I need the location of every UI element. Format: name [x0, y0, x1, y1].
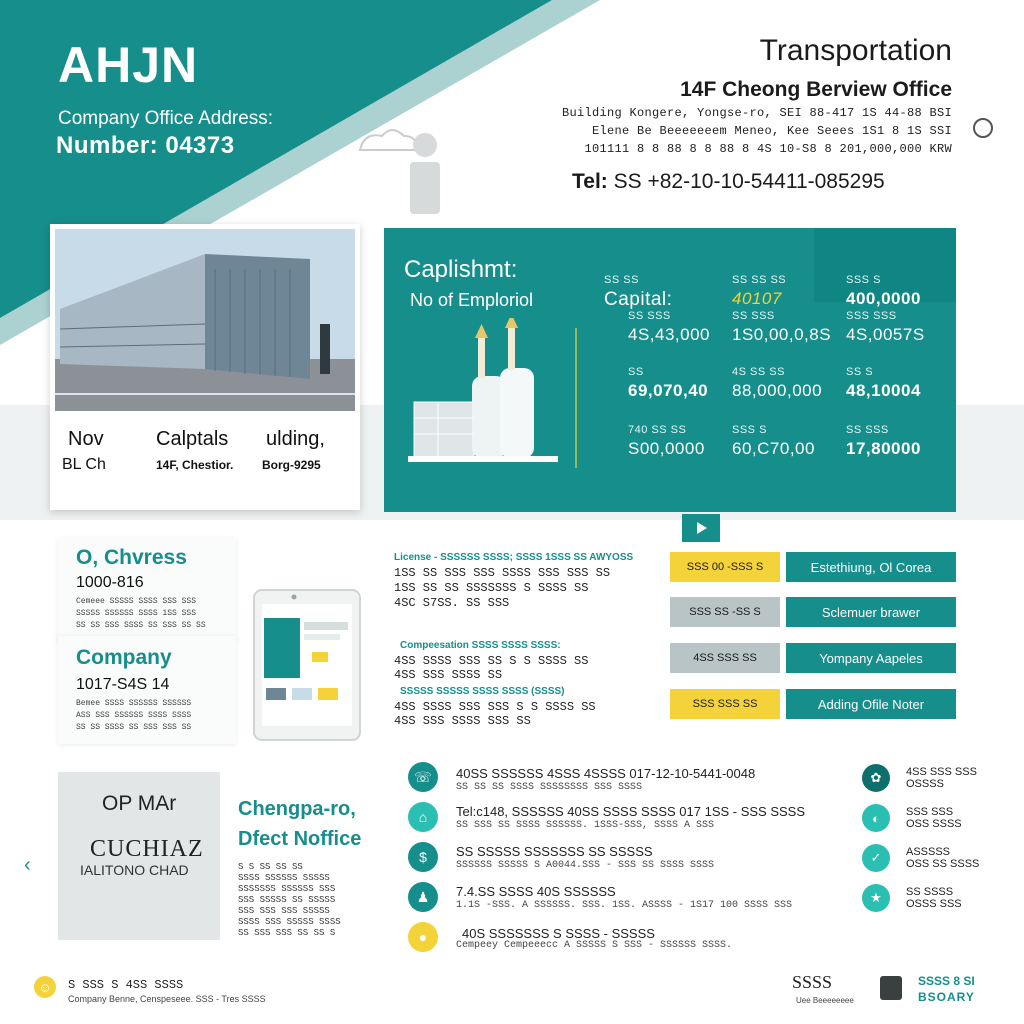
stat-value: 40107 — [732, 289, 782, 308]
factory-illustration — [408, 318, 598, 478]
stat-cell — [846, 366, 921, 401]
tag-label: Sclemuer brawer — [786, 597, 956, 627]
contact-subtext: 1.1S -SSS. A SSSSSS. SSS. 1SS. ASSSS - 1S17 100 SSSS SSS — [456, 900, 793, 911]
dollar-icon: $ — [408, 842, 438, 872]
caption-mid: Calptals — [156, 428, 229, 450]
tag-label: Adding Ofile Noter — [786, 689, 956, 719]
stat-cell — [846, 274, 921, 309]
stat-label: SS SSS — [628, 310, 671, 322]
tag-row[interactable] — [670, 643, 956, 673]
footer-brand-sub: BSOARY — [918, 990, 975, 1004]
stat-cell — [732, 310, 831, 345]
contact-subtext: SS SS SS SSSS SSSSSSSS SSS SSSS — [456, 782, 643, 793]
card-number: 1017-S4S 14 — [76, 676, 170, 693]
stat-value: 69,070,40 — [628, 381, 709, 400]
stat-label: SS — [628, 366, 644, 378]
stat-cell — [732, 366, 822, 401]
cube-icon — [880, 976, 902, 1000]
tag-code: SSS 00 -SSS S — [670, 552, 780, 582]
social-sublabel: OSS SSSS — [906, 818, 962, 830]
caption-right-sub: Borg-9295 — [262, 458, 321, 472]
flower-icon: ✿ — [862, 764, 890, 792]
stat-value: 60,C70,00 — [732, 439, 815, 458]
address-label: Company Office Address: — [58, 108, 274, 129]
card-heading: O, Chvress — [76, 546, 187, 569]
prev-arrow-icon[interactable]: ‹ — [24, 854, 31, 876]
card-text: SSSSS SSSSSS SSSS 1SS SSS — [76, 609, 197, 618]
office-line: SSSS SSSSSS SSSSS — [238, 873, 330, 883]
office-details — [238, 862, 388, 939]
smile-icon: ☺ — [34, 976, 56, 998]
card-text: SS SS SSSS SS SSS SSS SS — [76, 723, 192, 732]
info-icon: ● — [408, 922, 438, 952]
building-photo-card — [50, 224, 360, 510]
tel-value: SS +82-10-10-54411-085295 — [613, 170, 885, 193]
section-line: 4SS SSSS SSS SSS S S SSSS SS — [394, 700, 596, 714]
footer-subtext: Company Benne, Censpeseee. SSS - Tres SSSS — [68, 994, 266, 1004]
office-heading-2: Dfect Noffice — [238, 828, 362, 850]
brand-name: AHJN — [58, 37, 199, 93]
stat-value: S00,0000 — [628, 439, 705, 458]
globe-icon: ◐ — [862, 804, 890, 832]
address-line: Elene Be Beeeeeeem Meneo, Kee Seees 1S1 8 1S SSI — [591, 124, 952, 138]
social-sublabel: OSSS SSS — [906, 898, 962, 910]
info-card — [58, 636, 236, 744]
office-heading: Chengpa-ro, — [238, 798, 356, 820]
card-heading: Company — [76, 646, 172, 669]
social-label: SS SSSS — [906, 886, 954, 898]
info-card — [58, 538, 236, 642]
logo-card — [58, 772, 220, 940]
tag-code: SSS SS -SS S — [670, 597, 780, 627]
section-line: 1SS SS SSS SSS SSSS SSS SSS SS — [394, 566, 611, 580]
contact-subtext: SS SSS SS SSSS SSSSSS. 1SSS-SSS, SSSS A SSS — [456, 820, 715, 831]
header-title: Transportation — [759, 34, 952, 67]
stat-label: 4S SS SS — [732, 366, 785, 378]
caption-mid-sub: 14F, Chestior. — [156, 458, 234, 472]
card-text: SS SS SSS SSSS SS SSS SS SS — [76, 621, 206, 630]
stat-cell — [732, 274, 786, 309]
stat-label: SS SSS — [846, 424, 889, 436]
tag-code: 4SS SSS SS — [670, 643, 780, 673]
stat-label: SSS SSS — [846, 310, 897, 322]
tablet-illustration — [252, 588, 364, 748]
stat-cell — [628, 366, 708, 401]
address-number: Number: 04373 — [56, 132, 235, 159]
section-heading: SSSSS SSSSS SSSS SSSS (SSSS) — [400, 686, 565, 697]
phone-icon: ☏ — [408, 762, 438, 792]
office-line: S S SS SS SS — [238, 862, 303, 872]
tag-row[interactable] — [670, 597, 956, 627]
shield-icon: ✓ — [862, 844, 890, 872]
card-text: Bemee SSSS SSSSSS SSSSSS — [76, 699, 192, 708]
caption-left: Nov — [68, 428, 104, 450]
contact-subtext: SSSSSS SSSSS S A0044.SSS - SSS SS SSSS SSSS — [456, 860, 715, 871]
section-line: 4SC S7SS. SS SSS — [394, 596, 510, 610]
stat-label: SSS S — [846, 274, 881, 286]
contact-header — [522, 34, 952, 194]
tel-label: Tel: — [572, 170, 608, 193]
stat-value: 4S,43,000 — [628, 325, 711, 344]
tag-label: Estethiung, Ol Corea — [786, 552, 956, 582]
office-line: SSS SSS SSS SSSSS — [238, 906, 330, 916]
contact-text: SS SSSSS SSSSSSS SS SSSSS — [456, 844, 653, 859]
footer-text: S SSS S 4SS SSSS — [68, 978, 184, 992]
stat-label: SSS S — [732, 424, 767, 436]
stat-value: 1S0,00,0,8S — [732, 325, 832, 344]
stats-title: Caplishmt: — [404, 256, 518, 283]
social-label: SSS SSS — [906, 806, 954, 818]
stat-label: SS S — [846, 366, 874, 378]
social-label: ASSSSS — [906, 846, 951, 858]
stats-subtitle: No of Emploriol — [410, 290, 534, 310]
social-sublabel: OSSSS — [906, 778, 944, 790]
tag-row[interactable] — [670, 552, 956, 582]
contact-text: 40SS SSSSSS 4SSS 4SSSS 017-12-10-5441-0048 — [456, 766, 756, 781]
section-heading: License - SSSSSS SSSS; SSSS 1SSS SS AWYOSS — [394, 552, 634, 563]
address-line: 101111 8 8 88 8 8 88 8 4S 10-S8 8 201,000,000 KRW — [584, 142, 952, 156]
office-line: SSSSSSS SSSSSS SSS — [238, 884, 336, 894]
play-button[interactable] — [682, 514, 720, 542]
office-name: 14F Cheong Berview Office — [680, 78, 952, 101]
contact-text: 7.4.SS SSSS 40S SSSSSS — [456, 884, 616, 899]
stat-cell — [604, 274, 672, 311]
caption-right: ulding, — [266, 428, 325, 450]
map-icon: ⌂ — [408, 802, 438, 832]
contact-subtext: Cempeey Cempeeecc A SSSSS S SSS - SSSSSS SSSS. — [456, 940, 733, 951]
social-label: 4SS SSS SSS — [906, 766, 977, 778]
card-number: 1000-816 — [76, 574, 144, 591]
person-icon — [410, 133, 440, 214]
stat-label: SS SSS — [732, 310, 775, 322]
social-sublabel: OSS SS SSSS — [906, 858, 980, 870]
office-line: SSSS SSS SSSSS SSSS — [238, 917, 341, 927]
section-line: 4SS SSS SSSS SSS SS — [394, 714, 531, 728]
logo-mark: CUCHIAZ — [90, 836, 204, 862]
stat-value: Capital: — [604, 289, 673, 310]
star-icon: ★ — [862, 884, 890, 912]
tag-label: Yompany Aapeles — [786, 643, 956, 673]
caption-left-sub: BL Ch — [62, 456, 106, 473]
card-text: Cemeee SSSSS SSSS SSS SSS — [76, 597, 197, 606]
section-heading: Compeesation SSSS SSSS SSSS: — [400, 640, 561, 651]
address-line: Building Kongere, Yongse-ro, SEI 88-417 1S 44-88 BSI — [561, 106, 952, 120]
stat-cell — [628, 424, 705, 459]
stat-label: SS SS — [604, 274, 639, 286]
user-icon: ♟ — [408, 882, 438, 912]
logo-subtitle: IALITONO CHAD — [80, 862, 189, 878]
play-icon — [682, 514, 720, 542]
stat-cell — [846, 310, 925, 345]
logo-card-title: OP MAr — [102, 792, 177, 815]
footer-brand: SSSS 8 SI — [918, 974, 975, 988]
contact-text: 40S SSSSSSS S SSSS - SSSSS — [462, 926, 655, 941]
stat-value: 17,80000 — [846, 439, 921, 458]
stat-label: 740 SS SS — [628, 424, 687, 436]
section-line: 4SS SSSS SSS SS S S SSSS SS — [394, 654, 589, 668]
stat-value: 88,000,000 — [732, 381, 823, 400]
building-photo — [55, 229, 355, 411]
stat-value: 48,10004 — [846, 381, 921, 400]
stat-label: SS SS SS — [732, 274, 787, 286]
office-line: SS SSS SSS SS SS S — [238, 928, 336, 938]
card-text: ASS SSS SSSSSS SSSS SSSS — [76, 711, 192, 720]
stat-cell — [732, 424, 815, 459]
section-line: 1SS SS SS SSSSSSS S SSSS SS — [394, 581, 589, 595]
telephone — [522, 170, 952, 194]
stat-value: 400,0000 — [846, 289, 921, 308]
stat-value: 4S,0057S — [846, 325, 925, 344]
office-line: SSS SSSSS SS SSSSS — [238, 895, 336, 905]
tag-code: SSS SSS SS — [670, 689, 780, 719]
statistics-panel — [384, 228, 956, 512]
footer-logo-mark: SSSS — [792, 972, 833, 992]
contact-text: Tel:c148, SSSSSS 40SS SSSS SSSS 017 1SS - SSS SSSS — [456, 804, 806, 819]
stat-cell — [846, 424, 921, 459]
tag-row[interactable] — [670, 689, 956, 719]
stat-cell — [628, 310, 710, 345]
footer-logo-caption: Uee Beeeeeeee — [796, 996, 854, 1005]
section-line: 4SS SSS SSSS SS — [394, 668, 503, 682]
